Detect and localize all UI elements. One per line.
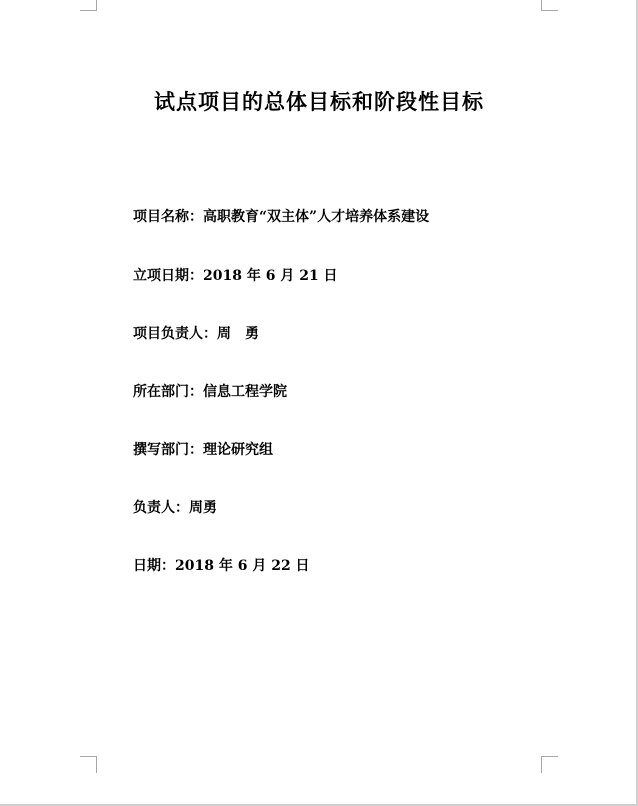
crop-mark-top-left xyxy=(80,0,97,11)
field-writing-department xyxy=(133,440,273,460)
field-start-date xyxy=(133,266,338,286)
field-label: 立项日期： xyxy=(133,268,203,284)
crop-mark-top-right xyxy=(541,0,558,11)
field-label: 撰写部门： xyxy=(133,442,203,458)
field-project-lead xyxy=(133,324,259,344)
field-label: 日期： xyxy=(133,558,175,574)
field-date xyxy=(133,556,310,576)
field-value: 2018 年 6 月 22 日 xyxy=(175,558,310,574)
field-responsible-person xyxy=(133,498,217,518)
crop-mark-bottom-left xyxy=(80,756,97,773)
field-label: 负责人： xyxy=(133,500,189,516)
field-label: 所在部门： xyxy=(133,384,203,400)
field-department xyxy=(133,382,287,402)
field-value: 信息工程学院 xyxy=(203,384,287,400)
field-value: 高职教育“双主体”人才培养体系建设 xyxy=(203,209,430,225)
field-value: 理论研究组 xyxy=(203,442,273,458)
field-value: 周勇 xyxy=(189,500,217,516)
field-project-name xyxy=(133,207,429,227)
field-label: 项目名称： xyxy=(133,209,203,225)
document-title: 试点项目的总体目标和阶段性目标 xyxy=(154,89,484,114)
crop-mark-bottom-right xyxy=(541,756,558,773)
field-value: 周 勇 xyxy=(217,326,259,342)
field-label: 项目负责人： xyxy=(133,326,217,342)
field-value: 2018 年 6 月 21 日 xyxy=(203,268,338,284)
